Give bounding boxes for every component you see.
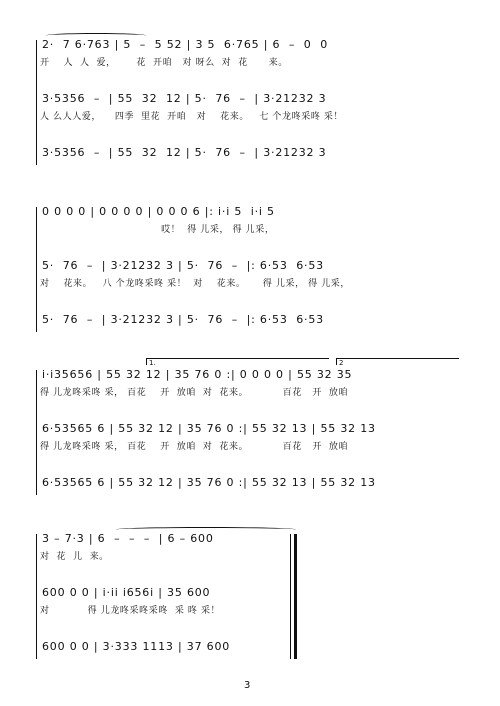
numbered-notation: 6·53565 6 | 55 32 12 | 35 76 0 :| 55 32 13 | 55 32 13: [42, 476, 376, 489]
lyrics: 得 儿龙咚采咚 采， 百花 开 放咱 对 花来。 百花 开 放咱: [40, 442, 349, 452]
system-bracket: [36, 534, 37, 659]
numbered-notation: 6·53565 6 | 55 32 12 | 35 76 0 :| 55 32 13 | 55 32 13: [42, 422, 376, 435]
numbered-notation: 0 0 0 0 | 0 0 0 0 | 0 0 0 6 |: i·i 5 i·i 5: [42, 205, 275, 218]
numbered-notation: 600 0 0 | i·ii i656i | 35 600: [42, 586, 211, 599]
system-bracket: [36, 40, 37, 165]
lyrics: 对 花 儿 来。: [40, 552, 109, 562]
numbered-notation: 3 – 7·3 | 6 – – – | 6 – 600: [42, 532, 214, 545]
system-bracket: [36, 207, 37, 332]
final-barline: [294, 534, 297, 659]
page-number: 3: [244, 680, 251, 691]
lyrics: 开 人 人 爱， 花 开咱 对 呀么 对 花 来。: [40, 58, 288, 68]
numbered-notation: i·i35656 | 55 32 12 | 35 76 0 :| 0 0 0 0 | 55 32 35: [42, 368, 353, 381]
system-bracket: [36, 370, 37, 495]
numbered-notation: 3·5356 – | 55 32 12 | 5· 76 – | 3·21232 3: [42, 92, 327, 105]
volta-1: 1.: [146, 358, 329, 365]
lyrics: 人 么人人爱， 四季 里花 开咱 对 花来。 七 个龙咚采咚 采！: [40, 112, 344, 122]
lyrics: 哎！ 得 儿采， 得 儿采，: [40, 225, 275, 235]
numbered-notation: 5· 76 – | 3·21232 3 | 5· 76 – |: 6·53 6·53: [42, 313, 324, 326]
numbered-notation: 2· 7 6·763 | 5 – 5 52 | 3 5 6·765 | 6 – 0 0: [42, 38, 329, 51]
lyrics: 得 儿龙咚采咚 采， 百花 开 放咱 对 花来。 百花 开 放咱: [40, 388, 349, 398]
lyrics: 对 花来。 八 个龙咚采咚 采！ 对 花来。 得 儿采， 得 儿采，: [40, 279, 351, 289]
lyrics: 对 得 儿龙咚采咚采咚 采 咚 采！: [40, 606, 221, 616]
numbered-notation: 600 0 0 | 3·333 1113 | 37 600: [42, 640, 231, 653]
volta-2: 2: [336, 358, 459, 365]
numbered-notation: 5· 76 – | 3·21232 3 | 5· 76 – |: 6·53 6·53: [42, 259, 324, 272]
numbered-notation: 3·5356 – | 55 32 12 | 5· 76 – | 3·21232 3: [42, 146, 327, 159]
